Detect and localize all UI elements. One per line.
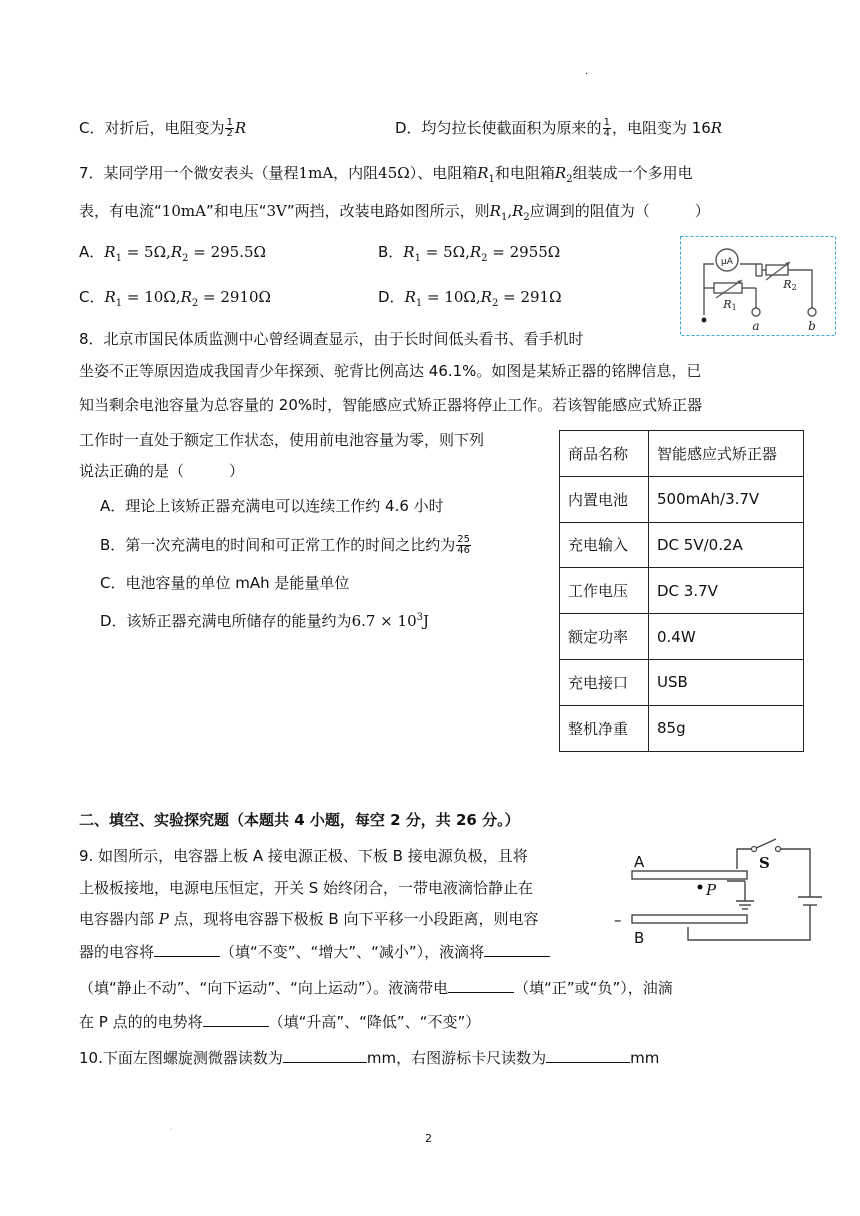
q6-option-d-fraction [603,118,611,139]
answer-blank-2[interactable] [484,942,550,957]
subscript: 2 [523,212,530,223]
text: 在 P 点的的电势将 [79,1013,203,1031]
text: （填“不变”、“增大”、“减小”），液滴将 [220,943,485,961]
option-label: C． [79,288,105,306]
r1-value: 10Ω [144,288,176,306]
plate-b-label: B [634,929,645,947]
var-r: R [104,288,116,306]
table-value: DC 5V/0.2A [649,522,804,568]
fraction-denominator: 4 [603,128,610,139]
text: ”两挡，改装电路如图所示，则 [286,202,490,220]
q7-option-c[interactable]: C．$R_1 = 10\Omega,R_2 = 2910\Omega$ [79,288,271,309]
text: 点，现将电容器下极板 B 向下平移一小段距离，则电容 [168,910,539,928]
table-key: 额定功率 [560,614,649,660]
q9-stem-line4 [79,942,550,962]
terminal-common-icon [702,318,707,323]
q6-option-c-var: R [234,119,247,137]
text: 10.下面左图螺旋测微器读数为 [79,1049,283,1067]
subscript: 1 [115,298,123,309]
switch-contact-icon [776,847,781,852]
q9-stem-line3 [79,909,538,929]
r1-value: 5Ω [144,243,167,261]
r2-value: 2910Ω [220,288,271,306]
q7-stem-line1 [79,163,693,190]
page-number: 2 [425,1132,432,1145]
table-value: 智能感应式矫正器 [649,431,804,477]
plate-a-label: A [634,853,645,871]
r1-resistor-icon [714,283,742,293]
subscript: 1 [500,212,508,223]
terminal-b-label: b [808,319,816,333]
table-row [560,614,804,660]
subscript: 1 [115,253,122,264]
r2-value: 291Ω [520,288,562,306]
q6-option-d-text: D．均匀拉长使截面积为原来的 [395,119,602,137]
text: 组装成一个多用电 [572,164,693,182]
q7-option-b[interactable]: B．$R_1 = 5\Omega,R_2 = 2955\Omega$ [378,243,561,264]
table-key: 充电接口 [560,659,649,705]
q7-stem-line2: 表，有电流“10mA”和电压“3V”两挡，改装电路如图所示，则$R_1,R_2$应调到的阻值为（ ） [79,202,710,223]
table-value: 85g [649,705,804,751]
fraction-denominator: 2 [226,128,233,139]
point-p: P [158,910,169,928]
r2-label: R2 [783,278,797,292]
var-r: R [480,288,492,306]
var-r: R [477,164,489,182]
answer-blank-caliper[interactable] [546,1048,630,1063]
table-value: USB [649,659,804,705]
subscript: 2 [566,174,573,185]
subscript: 2 [182,253,189,264]
header-dot: . [585,66,589,77]
table-row [560,659,804,705]
table-value: 0.4W [649,614,804,660]
q6-option-c-text: C．对折后，电阻变为 [79,119,225,137]
q6-option-c-fraction [225,118,233,139]
meter-label: μA [721,257,733,267]
option-label: B． [378,243,404,261]
table-row [560,476,804,522]
terminal-b-icon [808,308,816,316]
q8-option-b[interactable] [100,535,472,556]
switch-label: S [759,854,770,872]
text: （填“正”或“负”），油滴 [514,979,673,997]
table-row [560,568,804,614]
q7-option-d[interactable]: D．$R_1 = 10\Omega,R_2 = 291\Omega$ [378,288,562,309]
terminal-a-icon [752,308,760,316]
r1-label: R1 [723,298,737,312]
q8-stem-line5: 说法正确的是（ ） [79,462,245,480]
var-r: R [170,243,183,261]
r2-value: 2955Ω [509,243,561,261]
table-value: 500mAh/3.7V [649,476,804,522]
fraction-numerator: 25 [457,534,471,545]
text: ”和电压“ [205,202,267,220]
q9-stem-line2: 上极板接地，电源电压恒定，开关 S 始终闭合，一带电液滴恰静止在 [79,879,534,897]
r2-value: 295.5Ω [210,243,266,261]
table-row [560,431,804,477]
text: 器的电容将 [79,943,155,961]
exponent: 3 [416,612,423,623]
table-key: 整机净重 [560,705,649,751]
table-key: 内置电池 [560,476,649,522]
q8-option-c[interactable]: C．电池容量的单位 mAh 是能量单位 [100,574,350,592]
section-title: 二、填空、实验探究题（本题共 4 小题，每空 2 分，共 26 分。） [79,811,520,829]
fraction-numerator: 1 [226,117,233,128]
text: ，内阻 [333,164,379,182]
text: （填“静止不动”、“向下运动”、“向上运动”）。液滴带电 [79,979,449,997]
table-value: DC 3.7V [649,568,804,614]
q6-option-d-post: ，电阻变为 16 [611,119,711,137]
switch-pivot-icon [752,847,757,852]
energy-unit: J [422,612,429,630]
plate-a-icon [632,871,747,879]
table-row [560,522,804,568]
q8-stem-line4: 工作时一直处于额定工作状态，使用前电池容量为零，则下列 [79,431,485,449]
q7-option-a[interactable]: A．$R_1 = 5\Omega,R_2 = 295.5\Omega$ [79,243,266,264]
point-p-label: P [706,881,717,899]
q8-option-a[interactable]: A．理论上该矫正器充满电可以连续工作约 4.6 小时 [100,497,444,515]
spec-table [559,430,804,752]
var-r: R [469,243,482,261]
text: 电容器内部 [79,910,159,928]
text: 10mA [161,202,206,220]
fraction-denominator: 46 [457,545,471,556]
answer-blank-1[interactable] [154,942,220,957]
var-r: R [489,202,501,220]
text: 45Ω [378,164,410,182]
text: 3V [266,202,287,220]
terminal-a-label: a [752,319,760,333]
subscript: 2 [481,253,488,264]
q8-stem-line3: 知当剩余电池容量为总容量的 20%时，智能感应式矫正器将停止工作。若该智能感应式矫正器 [79,396,703,414]
answer-blank-4[interactable] [203,1012,269,1027]
q6-option-d-var: R [710,119,723,137]
plate-b-icon [632,915,747,923]
text: 表，有电流“ [79,202,162,220]
q9-stem-line1: 9. 如图所示，电容器上板 A 接电源正极、下板 B 接电源负极，且将 [79,847,528,865]
droplet-icon [698,885,703,890]
subscript: 1 [414,253,421,264]
r1-value: 5Ω [443,243,466,261]
var-r: R [104,243,116,261]
text: （填“升高”、“降低”、“不变”） [268,1013,481,1031]
table-key: 充电输入 [560,522,649,568]
q8-option-d[interactable] [100,608,429,631]
fraction-numerator: 1 [603,117,610,128]
text: ）、电阻箱 [409,164,478,182]
option-text: B．第一次充满电的时间和可正常工作的时间之比约为 [100,536,456,554]
var-r: R [512,202,524,220]
q9-stem-line5 [79,978,673,998]
table-row [560,705,804,751]
subscript: 1 [415,298,423,309]
answer-blank-3[interactable] [448,978,514,993]
q9-stem-line6 [79,1012,480,1032]
q10-stem [79,1048,659,1068]
subscript: 1 [488,174,495,185]
subscript: 2 [191,298,199,309]
r1-value: 10Ω [444,288,476,306]
text: 7．某同学用一个微安表头（量程 [79,164,299,182]
var-r: R [404,288,416,306]
var-r: R [180,288,192,306]
option-label: A． [79,243,105,261]
minus-sign: – [614,911,622,929]
q7-circuit-figure [680,236,836,336]
text: 1mA [298,164,334,182]
q8-stem-line1: 8．北京市国民体质监测中心曾经调查显示，由于长时间低头看书、看手机时 [79,330,584,348]
subscript: 2 [491,298,499,309]
q8-option-b-fraction [456,535,471,556]
text: 和电阻箱 [494,164,555,182]
answer-blank-micrometer[interactable] [283,1048,367,1063]
q6-option-d[interactable] [395,118,722,139]
text: 应调到的阻值为（ ） [529,202,710,220]
var-r: R [403,243,415,261]
q9-capacitor-figure [612,835,838,953]
q6-option-c[interactable] [79,118,246,139]
text: mm [630,1049,660,1067]
table-key: 商品名称 [560,431,649,477]
option-text: D．该矫正器充满电所储存的能量约为 [100,612,352,630]
energy-value: 6.7 × 10 [351,612,417,630]
text: mm，右图游标卡尺读数为 [366,1049,547,1067]
var-r: R [554,164,567,182]
footer-tick: · [170,1125,173,1134]
q8-stem-line2: 坐姿不正等原因造成我国青少年探颈、驼背比例高达 46.1%。如图是某矫正器的铭牌信息，已 [79,362,702,380]
option-label: D． [378,288,405,306]
table-key: 工作电压 [560,568,649,614]
